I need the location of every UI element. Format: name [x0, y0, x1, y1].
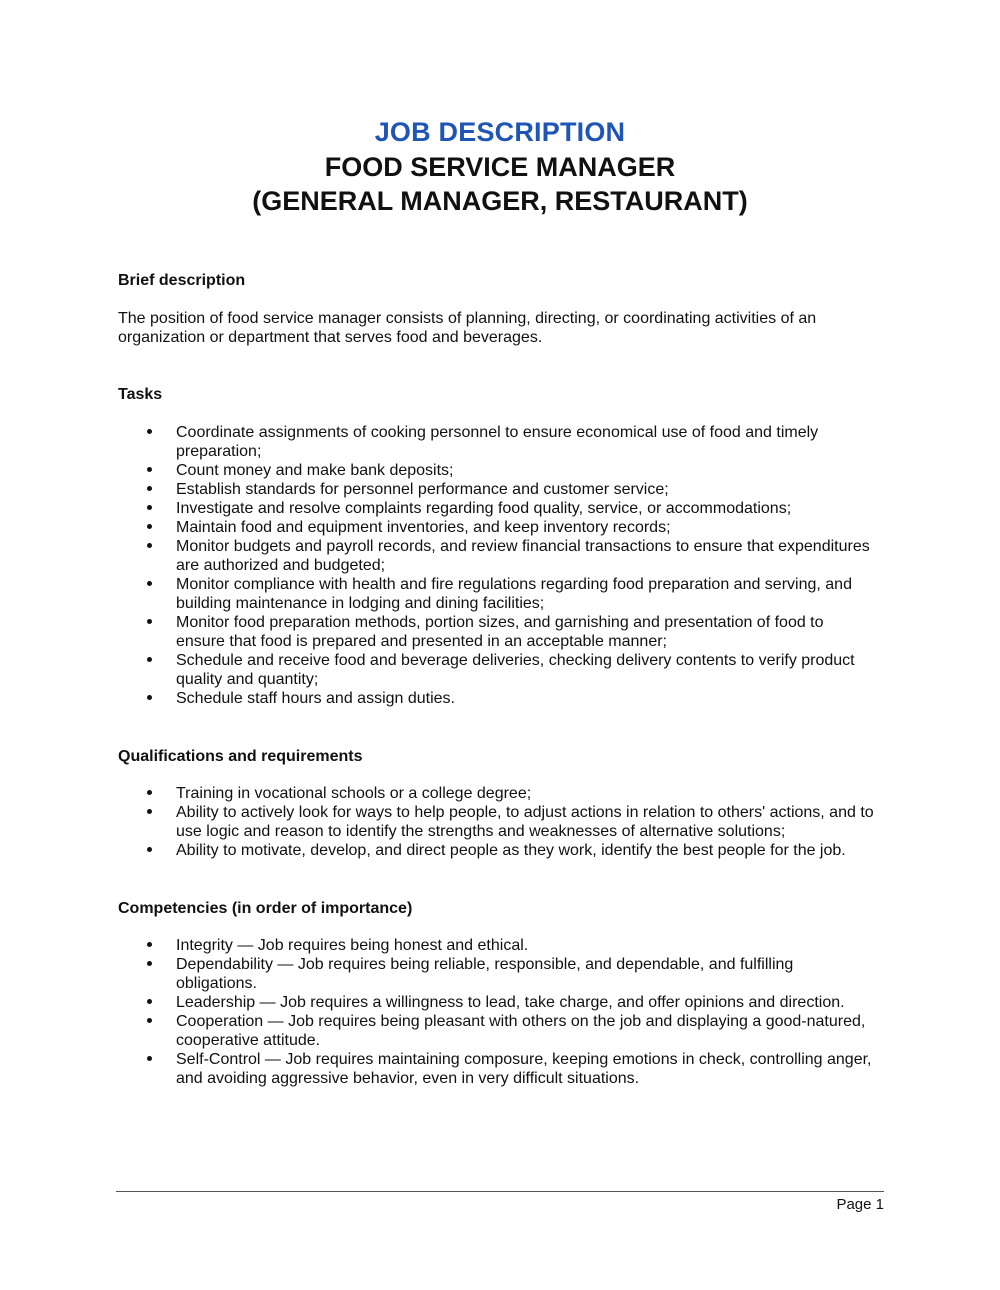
footer-divider — [116, 1191, 884, 1192]
list-item: Training in vocational schools or a college degree; — [118, 784, 876, 803]
competencies-list — [118, 936, 878, 1088]
competencies-heading: Competencies (in order of importance) — [118, 900, 413, 917]
bullet-icon — [147, 657, 152, 662]
list-item: Dependability — Job requires being reliable, responsible, and dependable, and fulfilling obligations. — [118, 955, 876, 993]
qualifications-list — [118, 784, 878, 860]
bullet-icon — [147, 999, 152, 1004]
bullet-icon — [147, 961, 152, 966]
bullet-icon — [147, 505, 152, 510]
bullet-icon — [147, 486, 152, 491]
bullet-icon — [147, 847, 152, 852]
bullet-icon — [147, 429, 152, 434]
qualifications-heading: Qualifications and requirements — [118, 748, 363, 765]
list-item: Monitor compliance with health and fire regulations regarding food preparation and serving, and building maintenance in lodging and dining facilities; — [118, 575, 876, 613]
document-type-label: JOB DESCRIPTION — [374, 117, 626, 147]
job-subtitle: (GENERAL MANAGER, RESTAURANT) — [252, 186, 748, 216]
bullet-icon — [147, 1056, 152, 1061]
list-item: Ability to actively look for ways to help people, to adjust actions in relation to others' actions, and to use logic and reason to identify the strengths and weaknesses of alternative solutions; — [118, 803, 876, 841]
list-item: Cooperation — Job requires being pleasant with others on the job and displaying a good-natured, cooperative attitude. — [118, 1012, 876, 1050]
list-item: Schedule and receive food and beverage deliveries, checking delivery contents to verify product quality and quantity; — [118, 651, 876, 689]
list-item: Ability to motivate, develop, and direct people as they work, identify the best people for the job. — [118, 841, 876, 860]
bullet-icon — [147, 581, 152, 586]
bullet-icon — [147, 790, 152, 795]
list-item: Investigate and resolve complaints regarding food quality, service, or accommodations; — [118, 499, 876, 518]
bullet-icon — [147, 619, 152, 624]
list-item: Self-Control — Job requires maintaining composure, keeping emotions in check, controlling anger, and avoiding aggressive behavior, even in very difficult situations. — [118, 1050, 876, 1088]
list-item: Monitor budgets and payroll records, and review financial transactions to ensure that expenditures are authorized and budgeted; — [118, 537, 876, 575]
brief-description-heading: Brief description — [118, 272, 246, 289]
document-header — [0, 114, 1000, 218]
bullet-icon — [147, 809, 152, 814]
bullet-icon — [147, 467, 152, 472]
list-item: Leadership — Job requires a willingness to lead, take charge, and offer opinions and direction. — [118, 993, 876, 1012]
list-item: Maintain food and equipment inventories, and keep inventory records; — [118, 518, 876, 537]
list-item: Schedule staff hours and assign duties. — [118, 689, 876, 708]
list-item: Integrity — Job requires being honest and ethical. — [118, 936, 876, 955]
bullet-icon — [147, 524, 152, 529]
bullet-icon — [147, 1018, 152, 1023]
bullet-icon — [147, 543, 152, 548]
tasks-heading: Tasks — [118, 386, 163, 403]
list-item: Monitor food preparation methods, portion sizes, and garnishing and presentation of food to ensure that food is prepared and presented in an acceptable manner; — [118, 613, 876, 651]
brief-description-text: The position of food service manager consists of planning, directing, or coordinating activities of an organization or department that serves food and beverages. — [118, 310, 817, 346]
tasks-list — [118, 423, 878, 708]
list-item: Establish standards for personnel performance and customer service; — [118, 480, 876, 499]
bullet-icon — [147, 942, 152, 947]
page-number: Page 1 — [836, 1196, 884, 1213]
list-item: Count money and make bank deposits; — [118, 461, 876, 480]
bullet-icon — [147, 695, 152, 700]
list-item: Coordinate assignments of cooking personnel to ensure economical use of food and timely preparation; — [118, 423, 876, 461]
job-title: FOOD SERVICE MANAGER — [324, 152, 676, 182]
